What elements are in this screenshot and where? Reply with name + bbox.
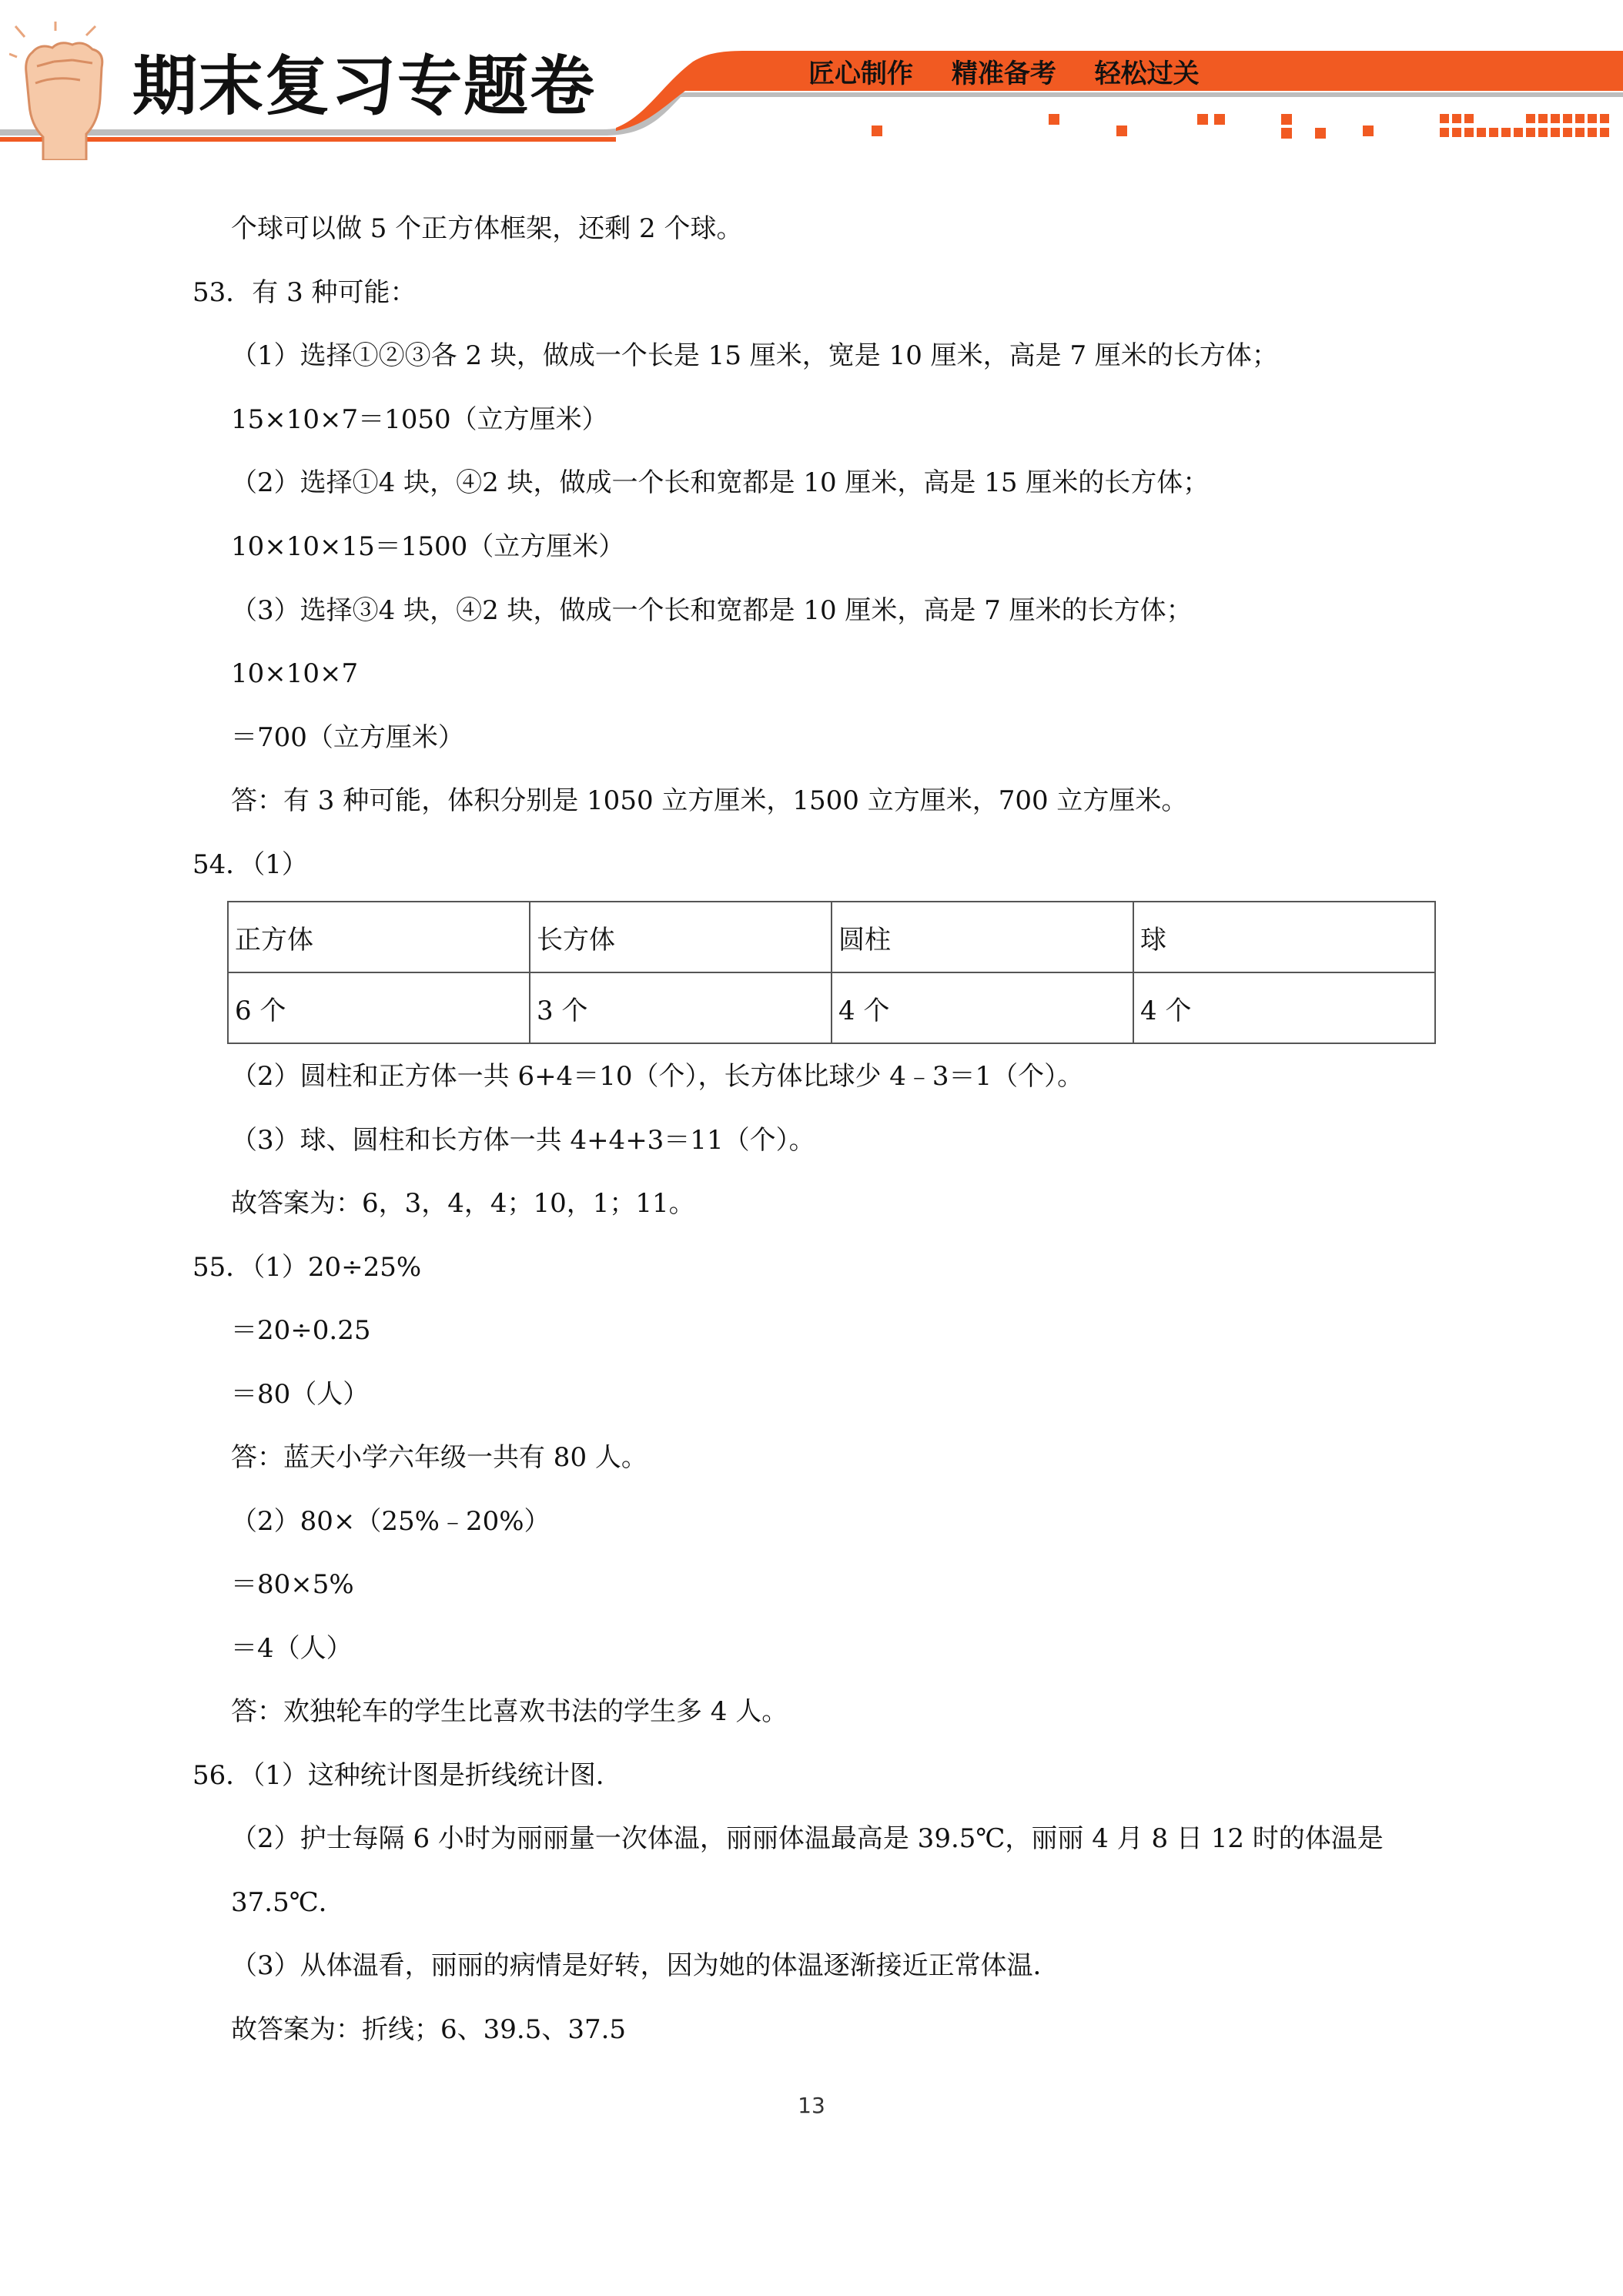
calculation-line: ＝700（立方厘米）: [231, 722, 464, 753]
question-53-heading: 53．有 3 种可能：: [192, 277, 417, 308]
final-answer: 故答案为：6，3，4，4；10，1；11。: [231, 1188, 695, 1219]
table-cell: 3 个: [530, 972, 832, 1043]
final-answer: 答：欢独轮车的学生比喜欢书法的学生多 4 人。: [231, 1696, 788, 1727]
answer-line: （3）从体温看，丽丽的病情是好转，因为她的体温逐渐接近正常体温．: [231, 1950, 1059, 1981]
shape-count-table: [227, 901, 1436, 1044]
final-answer: 答：有 3 种可能，体积分别是 1050 立方厘米，1500 立方厘米，700 立方厘米。: [231, 785, 1188, 816]
answer-line: （1）选择①②③各 2 块，做成一个长是 15 厘米，宽是 10 厘米，高是 7 厘米的长方体；: [231, 340, 1278, 371]
page-number: 13: [798, 2093, 825, 2118]
question-54-heading: 54．（1）: [192, 849, 308, 880]
question-55-heading: 55．（1）20÷25%: [192, 1252, 422, 1283]
brand-title: 期末复习专题卷: [132, 49, 597, 124]
table-header-cell: 长方体: [530, 902, 832, 972]
slogan-part: 轻松过关: [1094, 59, 1200, 89]
calculation-line: 10×10×7: [231, 658, 359, 689]
calculation-line: （2）80×（25%﹣20%）: [231, 1506, 550, 1537]
answer-line: （2）护士每隔 6 小时为丽丽量一次体温，丽丽体温最高是 39.5℃，丽丽 4 月 8 日 12 时的体温是: [231, 1823, 1384, 1854]
fist-icon: [9, 22, 125, 160]
answer-line: （2）选择①4 块，④2 块，做成一个长和宽都是 10 厘米，高是 15 厘米的长方体；: [231, 467, 1210, 498]
table-header-cell: 正方体: [228, 902, 530, 972]
final-answer: 答：蓝天小学六年级一共有 80 人。: [231, 1442, 648, 1473]
table-row: [228, 902, 1435, 972]
calculation-line: ＝20÷0.25: [231, 1315, 371, 1346]
answer-line: （3）选择③4 块，④2 块，做成一个长和宽都是 10 厘米，高是 7 厘米的长方体；: [231, 595, 1193, 626]
calculation-line: ＝4（人）: [231, 1633, 353, 1664]
answer-line: 37.5℃．: [231, 1887, 345, 1918]
table-cell: 6 个: [228, 972, 530, 1043]
answer-line: （3）球、圆柱和长方体一共 4+4+3＝11（个）。: [231, 1125, 815, 1156]
calculation-line: ＝80×5%: [231, 1569, 354, 1600]
table-row: [228, 972, 1435, 1043]
question-56-heading: 56．（1）这种统计图是折线统计图．: [192, 1760, 622, 1791]
table-cell: 4 个: [832, 972, 1133, 1043]
slogan-part: 精准备考: [951, 59, 1056, 89]
calculation-line: 15×10×7＝1050（立方厘米）: [231, 404, 608, 435]
answer-line: （2）圆柱和正方体一共 6+4＝10（个），长方体比球少 4﹣3＝1（个）。: [231, 1061, 1084, 1092]
table-header-cell: 圆柱: [832, 902, 1133, 972]
calculation-line: 10×10×15＝1500（立方厘米）: [231, 531, 625, 562]
header-slogan: [808, 55, 1229, 92]
table-header-cell: 球: [1133, 902, 1435, 972]
final-answer: 故答案为：折线；6、39.5、37.5: [231, 2014, 627, 2045]
calculation-line: ＝80（人）: [231, 1379, 370, 1410]
page-header: [0, 0, 1623, 154]
text-line: 个球可以做 5 个正方体框架，还剩 2 个球。: [231, 213, 743, 244]
slogan-part: 匠心制作: [808, 59, 913, 89]
table-cell: 4 个: [1133, 972, 1435, 1043]
